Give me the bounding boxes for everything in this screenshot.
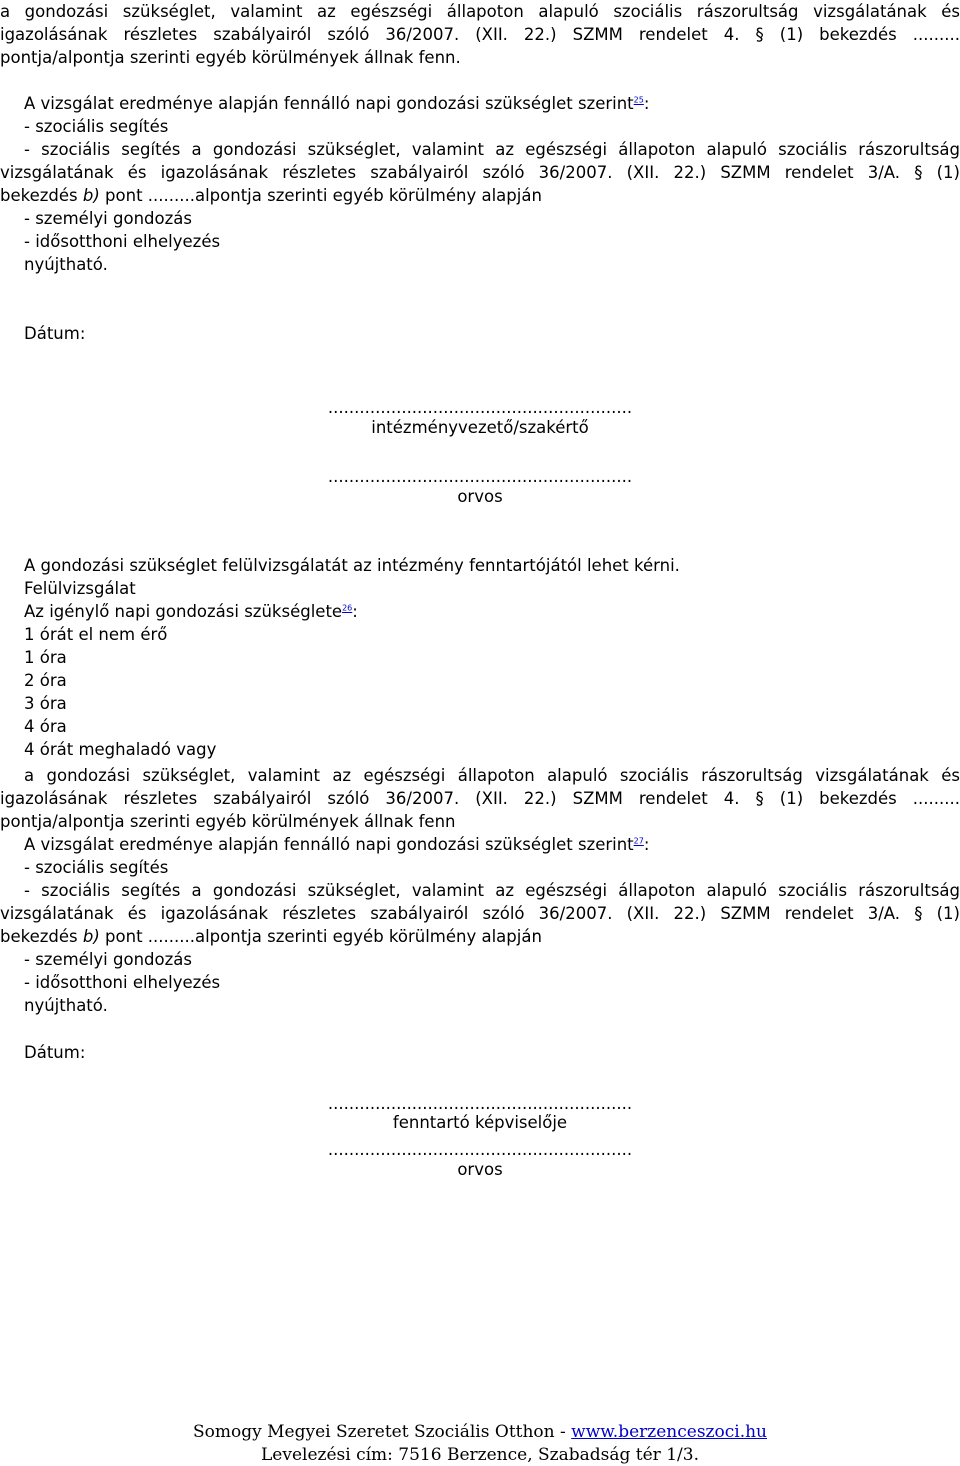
footer-address: Levelezési cím: 7516 Berzence, Szabadság tér 1/3.	[261, 1445, 699, 1465]
option-personal-care-1: - személyi gondozás	[24, 209, 192, 228]
hours-option: 4 órát meghaladó vagy	[24, 740, 217, 759]
hours-option: 1 órát el nem érő	[24, 625, 168, 644]
date-label-1: Dátum:	[24, 324, 86, 343]
top-text-line-3: pontja/alpontja szerinti egyéb körülmények állnak fenn.	[0, 48, 461, 67]
option-social-help-2: - szociális segítés	[24, 858, 169, 877]
review-condition-line-1: a gondozási szükséglet, valamint az egészségi állapoton alapuló szociális rászorultság vizsgálatának és	[24, 766, 960, 785]
signature-role-maintainer: fenntartó képviselője	[392, 1113, 568, 1132]
option-social-help-detail-2b: vizsgálatának és igazolásának részletes szabályairól szóló 36/2007. (XII. 22.) SZMM rendelet 3/A. § (1)	[0, 904, 960, 923]
signature-line-1b: ..........................................................	[327, 467, 633, 486]
option-nursing-home-2: - idősotthoni elhelyezés	[24, 973, 221, 992]
top-text-line-2: igazolásának részletes szabályairól szóló 36/2007. (XII. 22.) SZMM rendelet 4. § (1) bekezdés .........	[0, 25, 960, 44]
signature-line-2a: ..........................................................	[327, 1094, 633, 1113]
option-social-help-detail-1c: bekezdés b) pont .........alpontja szerinti egyéb körülmény alapján	[0, 186, 542, 205]
hours-option: 4 óra	[24, 717, 67, 736]
option-social-help-detail-2a: - szociális segítés a gondozási szükséglet, valamint az egészségi állapoton alapuló szociális rászorultság	[24, 881, 960, 900]
review-request-note: A gondozási szükséglet felülvizsgálatát az intézmény fenntartójától lehet kérni.	[24, 556, 680, 575]
option-social-help-detail-2c: bekezdés b) pont .........alpontja szerinti egyéb körülmény alapján	[0, 927, 542, 946]
top-text-line-1: a gondozási szükséglet, valamint az egészségi állapoton alapuló szociális rászorultság vizsgálatának és	[0, 2, 960, 21]
footnote-ref-26[interactable]: 26	[342, 603, 353, 613]
option-personal-care-2: - személyi gondozás	[24, 950, 192, 969]
option-social-help-detail-1a: - szociális segítés a gondozási szükséglet, valamint az egészségi állapoton alapuló szociális rászorultság	[24, 140, 960, 159]
signature-line-2b: ..........................................................	[327, 1140, 633, 1159]
date-label-2: Dátum:	[24, 1043, 86, 1062]
hours-option: 2 óra	[24, 671, 67, 690]
result-intro-2: A vizsgálat eredménye alapján fennálló napi gondozási szükséglet szerint$^{27}$:	[24, 835, 650, 854]
signature-role-director: intézményvezető/szakértő	[371, 418, 589, 437]
signature-role-doctor-2: orvos	[457, 1160, 503, 1179]
option-social-help-detail-1b: vizsgálatának és igazolásának részletes szabályairól szóló 36/2007. (XII. 22.) SZMM rendelet 3/A. § (1)	[0, 163, 960, 182]
footnote-ref-25[interactable]: 25	[633, 95, 644, 105]
provided-text-2: nyújtható.	[24, 996, 108, 1015]
hours-option: 3 óra	[24, 694, 67, 713]
review-condition-line-2: igazolásának részletes szabályairól szóló 36/2007. (XII. 22.) SZMM rendelet 4. § (1) bekezdés .........	[0, 789, 960, 808]
provided-text-1: nyújtható.	[24, 255, 108, 274]
care-need-intro: Az igénylő napi gondozási szükséglete$^{26}$:	[24, 602, 358, 621]
result-intro-1: A vizsgálat eredménye alapján fennálló napi gondozási szükséglet szerint$^{25}$:	[24, 94, 650, 113]
footnote-ref-27[interactable]: 27	[633, 836, 644, 846]
footer-organization: Somogy Megyei Szeretet Szociális Otthon - www.berzenceszoci.hu	[192, 1422, 768, 1442]
signature-line-1a: ..........................................................	[327, 398, 633, 417]
hours-option: 1 óra	[24, 648, 67, 667]
option-nursing-home-1: - idősotthoni elhelyezés	[24, 232, 221, 251]
option-social-help-1: - szociális segítés	[24, 117, 169, 136]
review-condition-line-3: pontja/alpontja szerinti egyéb körülmények állnak fenn	[0, 812, 456, 831]
website-link[interactable]: www.berzenceszoci.hu	[571, 1422, 768, 1442]
review-heading: Felülvizsgálat	[24, 579, 136, 598]
signature-role-doctor-1: orvos	[457, 487, 503, 506]
